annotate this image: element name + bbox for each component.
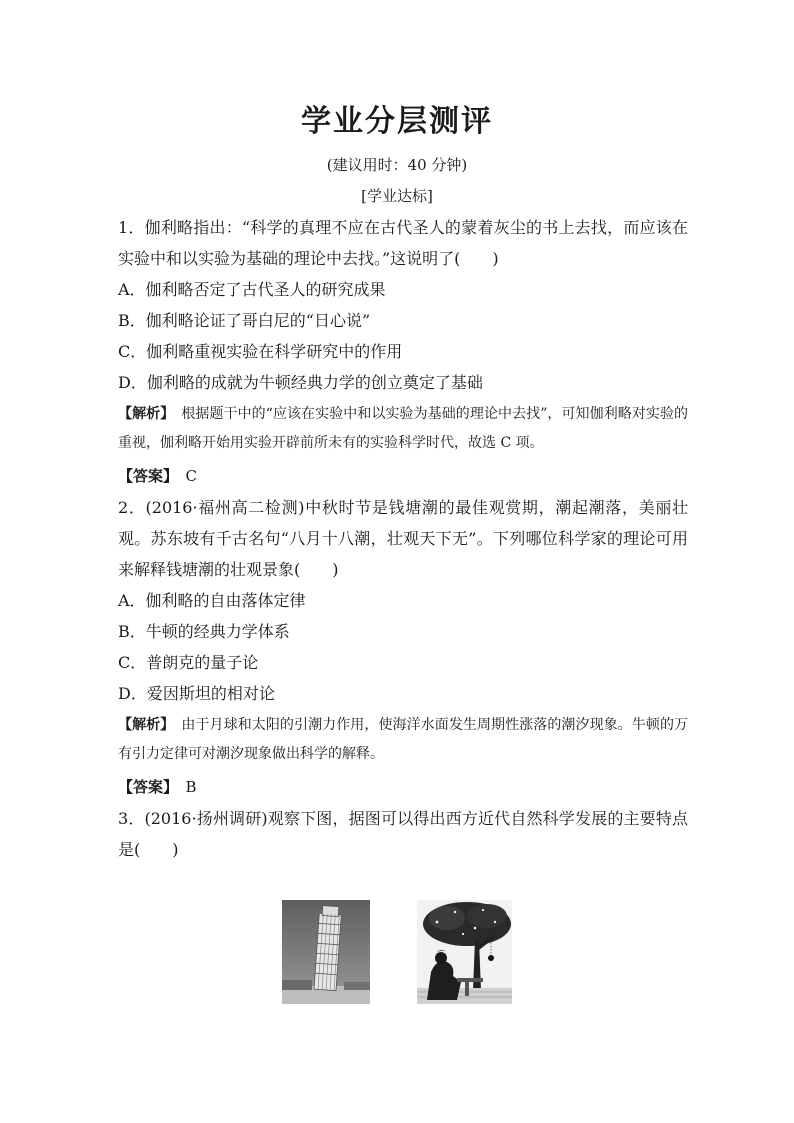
question-stem: 3．(2016·扬州调研)观察下图，据图可以得出西方近代自然科学发展的主要特点是( ) <box>118 809 688 859</box>
answer-label: 【答案】 <box>118 778 171 796</box>
option-c: C．伽利略重视实验在科学研究中的作用 <box>118 342 403 361</box>
option-b: B．牛顿的经典力学体系 <box>118 622 290 641</box>
analysis <box>118 711 688 769</box>
question-1 <box>118 212 688 492</box>
analysis-label: 【解析】 <box>118 406 168 422</box>
analysis-text: 根据题干中的“应该在实验中和以实验为基础的理论中去找”，可知伽利略对实验的重视，伽利略开始用实验开辟前所未有的实验科学时代，故选 C 项。 <box>118 406 689 451</box>
answer <box>118 460 688 492</box>
question-3-images <box>282 900 522 1004</box>
time-note: (建议用时：40 分钟) <box>326 156 468 174</box>
answer-value: C <box>185 467 198 485</box>
question-stem: 2．(2016·福州高二检测)中秋时节是钱塘潮的最佳观赏期，潮起潮落，美丽壮观。苏东坡有千古名句“八月十八潮，壮观天下无”。下列哪位科学家的理论可用来解释钱塘潮的壮观景象( ) <box>118 498 688 579</box>
option-b: B．伽利略论证了哥白尼的“日心说” <box>118 311 371 330</box>
newton-apple-tree-engraving-icon <box>417 900 512 1004</box>
page-title: 学业分层测评 <box>301 104 493 139</box>
question-2 <box>118 492 688 803</box>
analysis-label: 【解析】 <box>118 717 168 733</box>
option-d: D．爱因斯坦的相对论 <box>118 684 275 703</box>
question-stem: 1．伽利略指出：“科学的真理不应在古代圣人的蒙着灰尘的书上去找，而应该在实验中和以实验为基础的理论中去找。”这说明了( ) <box>118 218 688 268</box>
option-d: D．伽利略的成就为牛顿经典力学的创立奠定了基础 <box>118 373 483 392</box>
leaning-tower-photo-icon <box>282 900 370 1004</box>
section-heading: [学业达标] <box>361 187 433 205</box>
option-c: C．普朗克的量子论 <box>118 653 259 672</box>
answer-value: B <box>185 778 197 796</box>
analysis-text: 由于月球和太阳的引潮力作用，使海洋水面发生周期性涨落的潮汐现象。牛顿的万有引力定律可对潮汐现象做出科学的解释。 <box>118 717 689 762</box>
option-a: A．伽利略否定了古代圣人的研究成果 <box>118 280 386 299</box>
questions <box>118 212 688 865</box>
answer <box>118 771 688 803</box>
analysis <box>118 400 688 458</box>
answer-label: 【答案】 <box>118 467 171 485</box>
option-a: A．伽利略的自由落体定律 <box>118 591 306 610</box>
question-3 <box>118 803 688 865</box>
